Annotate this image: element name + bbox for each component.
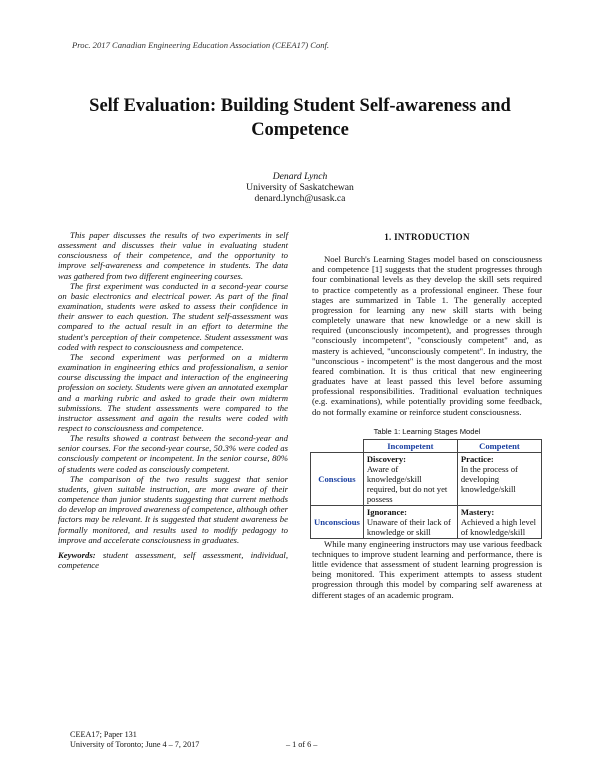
cell-title: Mastery: <box>460 506 495 517</box>
running-header: Proc. 2017 Canadian Engineering Education Association (CEEA17) Conf. <box>72 40 330 50</box>
abstract-paragraph: The first experiment was conducted in a second-year course on basic electronics and electrical power. As part of the final examination, students were asked to assess their confidence in their answer to each question. The student self-assessment was compared to the actual result in an effort to determine the student's perception of their competence. Student assessment was coded with respect to consciousness and competence. <box>58 280 288 352</box>
table-cell <box>363 452 457 505</box>
learning-stages-table <box>310 439 542 539</box>
author-name: Denard Lynch <box>272 171 328 182</box>
keywords <box>58 550 288 570</box>
cell-text: Achieved a high level of knowledge/skill <box>460 516 537 537</box>
table-cell <box>457 505 541 538</box>
abstract-paragraph: This paper discusses the results of two experiments in self assessment and discusses their value in evaluating student consciousness of their competence, and the opportunity to improve self-awareness and competence in students. The data was gathered from two different engineering courses. <box>58 230 288 281</box>
cell-text: Unaware of their lack of knowledge or skill <box>366 516 451 537</box>
author-affiliation: University of Saskatchewan <box>246 182 354 193</box>
cell-title: Ignorance: <box>366 506 407 517</box>
abstract-paragraph: The second experiment was performed on a midterm examination in engineering ethics and professionalism, a senior course discussing the impact and interaction of the engineering profession on society. Students were given an annotated exemplar and a marking rubric and asked to grade their own midterm submissions. The student assessments were compared to the instructor assessment and again the results were coded with respect to consciousness and competence. <box>58 351 288 433</box>
cell-text: In the process of developing knowledge/skill <box>460 463 518 494</box>
intro-paragraph: Noel Burch's Learning Stages model based on consciousness and competence [1] suggests that the student progresses through four combinational levels as they develop the skill sets required to practice competently as a professional engineer. These four stages are summarized in Table 1. The generally accepted progression for learning any new skill starts with being completely unaware that new knowledge or a new skill is required (unconsciously incompetent), and progresses through "consciously incompetent", "consciously competent" and, as mastery is achieved, "unconsciously competent". In industry, the "unconscious - incompetent" is the most dangerous and the most feared combination. It is thus critical that new engineering graduates have at least passed this level before assuming professional responsibilities. Traditional evaluation techniques (e.g. examinations), while potentially providing some feedback, do not formally examine or reinforce student consciousness. <box>312 254 542 417</box>
footer-info <box>70 730 199 750</box>
row-header-conscious: Conscious <box>311 452 364 505</box>
paper-title: Self Evaluation: Building Student Self-awareness and Competence <box>89 96 511 140</box>
col-header-incompetent: Incompetent <box>363 439 457 452</box>
table-corner <box>311 439 364 452</box>
abstract <box>58 230 288 570</box>
abstract-paragraph: The results showed a contrast between the second-year and senior courses. For the second-year course, 50.3% were coded as consciously competent or incompetent. In the senior course, 80% of students were coded as consciously competent. <box>58 433 288 474</box>
col-header-competent: Competent <box>457 439 541 452</box>
table-caption: Table 1: Learning Stages Model <box>373 426 481 436</box>
row-header-unconscious: Unconscious <box>311 505 364 538</box>
cell-title: Practice: <box>460 453 494 464</box>
table-cell <box>363 505 457 538</box>
introduction-section <box>312 232 542 600</box>
section-heading: 1. INTRODUCTION <box>384 232 470 242</box>
footer-paper-id: CEEA17; Paper 131 <box>70 730 137 739</box>
table-row <box>311 505 542 538</box>
table-cell <box>457 452 541 505</box>
author-block <box>200 171 400 204</box>
cell-title: Discovery: <box>366 453 406 464</box>
author-email[interactable]: denard.lynch@usask.ca <box>254 193 346 204</box>
keywords-label: Keywords: <box>58 549 96 560</box>
footer-venue: University of Toronto; June 4 – 7, 2017 <box>70 740 200 749</box>
keywords-text: student assessment, self assessment, individual, competence <box>58 549 289 570</box>
cell-text: Aware of knowledge/skill required, but do not yet possess <box>366 463 448 504</box>
abstract-paragraph: The comparison of the two results suggest that senior students, given suitable instruction, are more aware of their competence than junior students suggesting that current methods do develop an improved awareness of competence, although other factors may be relevant. It is suggested that student awareness be formally monitored, and results used to modify pedagogy to improve and accelerate consciousness in graduates. <box>58 473 288 545</box>
intro-paragraph: While many engineering instructors may use various feedback techniques to improve student learning and performance, there is little evidence that assessment of student learning progression is being monitored. This experiment attempts to assess student progression through this model by comparing self awareness at different stages of an academic program. <box>312 538 542 600</box>
table-row <box>311 452 542 505</box>
page-number: – 1 of 6 – <box>286 740 318 749</box>
